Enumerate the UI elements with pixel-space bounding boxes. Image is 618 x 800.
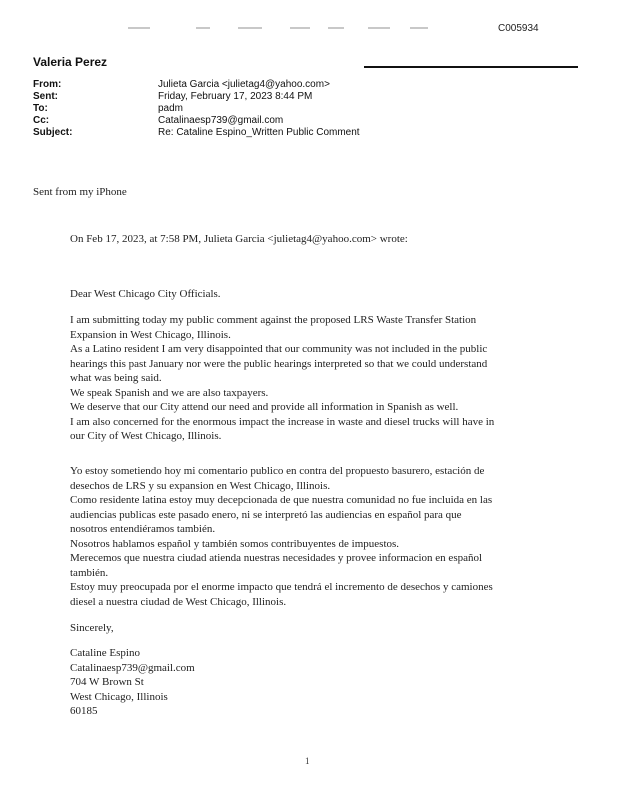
page-number: 1 [305, 756, 310, 766]
paragraph-line: Merecemos que nuestra ciudad atienda nuestras necesidades y provee informacion en español [70, 552, 483, 564]
header-row-from [33, 79, 360, 91]
header-row-cc [33, 115, 360, 127]
paragraph-line: nosotros entendiéramos también. [70, 523, 216, 535]
signature-city: West Chicago, Illinois [70, 690, 168, 703]
paragraph-line: audiencias publicas este pasado enero, ni se interpretó las audiencias en español para que [70, 508, 462, 521]
header-value: Julieta Garcia <julietag4@yahoo.com> [158, 79, 330, 90]
greeting: Dear West Chicago City Officials. [70, 288, 221, 300]
paragraph-line: Expansion in West Chicago, Illinois. [70, 328, 231, 341]
english-paragraph [70, 313, 550, 444]
paragraph-line: Nosotros hablamos español y también somos contribuyentes de impuestos. [70, 537, 400, 550]
header-value: padm [158, 103, 184, 114]
signature-email: Catalinaesp739@gmail.com [70, 661, 195, 674]
paragraph-line: our City of West Chicago, Illinois. [70, 430, 222, 442]
header-label: Subject: [33, 127, 73, 138]
paragraph-line: Yo estoy sometiendo hoy mi comentario publico en contra del propuesto basurero, estación de [70, 465, 485, 477]
paragraph-line: hearings this past January nor were the public hearings interpreted so that we could understand [70, 357, 488, 370]
paragraph-line: desechos de LRS y su expansion en West Chicago, Illinois. [70, 479, 331, 492]
redacted-header-strip [128, 27, 448, 35]
header-row-to [33, 103, 360, 115]
header-value: Re: Cataline Espino_Written Public Comment [158, 127, 360, 138]
header-row-sent [33, 91, 360, 103]
header-rule [364, 66, 578, 68]
header-value: Catalinaesp739@gmail.com [158, 115, 284, 126]
header-label: Sent: [33, 91, 58, 102]
closing: Sincerely, [70, 622, 114, 634]
header-label: To: [33, 103, 48, 114]
paragraph-line: As a Latino resident I am very disappointed that our community was not included in the public [70, 343, 488, 355]
signature-block [70, 646, 550, 719]
signature-zip: 60185 [70, 705, 98, 717]
spanish-paragraph [70, 464, 550, 609]
email-headers [33, 79, 360, 139]
paragraph-line: Como residente latina estoy muy decepcionada de que nuestra comunidad no fue incluida en las [70, 494, 493, 506]
paragraph-line: Estoy muy preocupada por el enorme impacto que tendrá el incremento de desechos y camiones [70, 581, 493, 593]
paragraph-line: I am submitting today my public comment against the proposed LRS Waste Transfer Station [70, 314, 477, 326]
signature-name: Cataline Espino [70, 647, 140, 659]
signature-street: 704 W Brown St [70, 676, 144, 688]
quoted-wrote-line: On Feb 17, 2023, at 7:58 PM, Julieta Garcia <julietag4@yahoo.com> wrote: [70, 233, 408, 245]
bates-number: C005934 [498, 23, 539, 34]
paragraph-line: diesel a nuestra ciudad de West Chicago, Illinois. [70, 595, 287, 608]
paragraph-line: We deserve that our City attend our need and provide all information in Spanish as well. [70, 401, 459, 413]
paragraph-line: I am also concerned for the enormous impact the increase in waste and diesel trucks will have in [70, 415, 495, 428]
paragraph-line: también. [70, 566, 109, 579]
paragraph-line: We speak Spanish and we are also taxpayers. [70, 386, 269, 399]
header-row-subject [33, 127, 360, 139]
header-label: From: [33, 79, 62, 90]
header-label: Cc: [33, 115, 50, 126]
sender-name: Valeria Perez [33, 55, 108, 69]
paragraph-line: what was being said. [70, 372, 162, 384]
header-value: Friday, February 17, 2023 8:44 PM [158, 91, 313, 102]
sent-from-line: Sent from my iPhone [33, 186, 127, 198]
